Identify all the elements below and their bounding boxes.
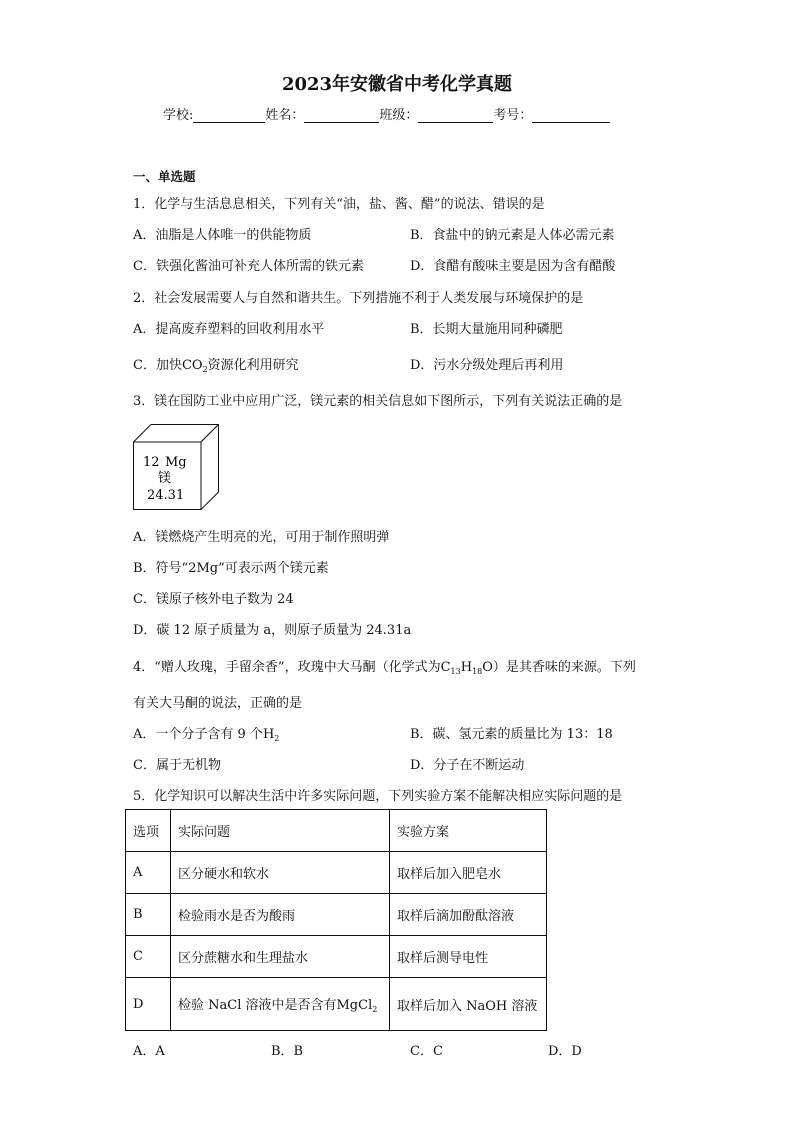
table-row: [126, 852, 547, 894]
table-cell: 区分硬水和软水: [171, 852, 390, 894]
co2-formula: CO: [181, 358, 203, 373]
q5-option-b: B．B: [271, 1044, 304, 1059]
section-heading: 一、单选题: [133, 169, 196, 184]
school-label: 学校:: [163, 108, 194, 123]
q2-option-d: D．污水分级处理后再利用: [410, 358, 564, 373]
q5-table: [125, 809, 547, 1031]
q3-option-b: B．符号“2Mg”可表示两个镁元素: [133, 561, 329, 576]
name-blank[interactable]: [304, 108, 379, 123]
table-cell: D: [126, 978, 171, 1031]
table-header-row: [126, 810, 547, 852]
q3-stem: 3．镁在国防工业中应用广泛，镁元素的相关信息如下图所示，下列有关说法正确的是: [133, 394, 623, 409]
q2-stem: 2．社会发展需要人与自然和谐共生。下列措施不利于人类发展与环境保护的是: [133, 291, 584, 306]
student-info-line: [163, 104, 610, 123]
q3-option-c: C．镁原子核外电子数为 24: [133, 592, 294, 607]
q1-stem: 1．化学与生活息息相关，下列有关“油，盐、酱、醋”的说法、错误的是: [133, 197, 545, 212]
table-row: [126, 894, 547, 936]
class-label: 班级：: [379, 108, 419, 123]
atomic-number: 12: [143, 455, 160, 470]
q3-option-a: A．镁燃烧产生明亮的光，可用于制作照明弹: [133, 530, 390, 545]
q4-option-c: C．属于无机物: [133, 758, 221, 773]
q1-option-a: A．油脂是人体唯一的供能物质: [133, 228, 312, 243]
school-blank[interactable]: [193, 108, 265, 123]
q1-option-d: D．食醋有酸味主要是因为含有醋酸: [410, 259, 616, 274]
table-row: [126, 978, 547, 1031]
class-blank[interactable]: [418, 108, 493, 123]
page-title: 2023年安徽省中考化学真题: [281, 74, 513, 95]
table-header: 实验方案: [390, 810, 547, 852]
table-cell: 区分蔗糖水和生理盐水: [171, 936, 390, 978]
q3-option-d: D．碳 12 原子质量为 a，则原子质量为 24.31a: [133, 623, 412, 638]
q4-option-b: B．碳、氢元素的质量比为 13：18: [410, 727, 613, 742]
table-cell: 取样后加入肥皂水: [390, 852, 547, 894]
table-header: 实际问题: [171, 810, 390, 852]
table-header: 选项: [126, 810, 171, 852]
q2-option-c: C．加快$CO_2$资源化利用研究: [133, 358, 299, 374]
exam-no-label: 考号：: [493, 108, 533, 123]
table-cell: B: [126, 894, 171, 936]
q1-option-c: C．铁强化酱油可补充人体所需的铁元素: [133, 259, 364, 274]
q4-stem: 4．“赠人玫瑰，手留余香”，玫瑰中大马酮（化学式为$C_{13}H_{18}O$）是其香味的来源。下列: [133, 660, 636, 676]
table-cell: 取样后测导电性: [390, 936, 547, 978]
q4-option-a: A．一个分子含有 9 个$H_2$: [133, 727, 280, 743]
q4-stem-line2: 有关大马酮的说法，正确的是: [133, 696, 303, 711]
q4-option-d: D．分子在不断运动: [410, 758, 525, 773]
table-cell: 取样后滴加酚酞溶液: [390, 894, 547, 936]
exam-no-blank[interactable]: [532, 108, 610, 123]
atomic-mass: 24.31: [147, 488, 185, 503]
element-symbol: Mg: [165, 455, 187, 470]
name-label: 姓名：: [265, 108, 305, 123]
magnesium-element-card: [133, 424, 219, 510]
q5-stem: 5．化学知识可以解决生活中许多实际问题，下列实验方案不能解决相应实际问题的是: [133, 789, 623, 804]
damascone-formula: $C_{13}H_{18}O$: [440, 660, 493, 676]
q5-option-a: A．A: [133, 1044, 165, 1059]
q2-option-b: B．长期大量施用同种磷肥: [410, 322, 563, 337]
q1-option-b: B．食盐中的钠元素是人体必需元素: [410, 228, 615, 243]
element-name: 镁: [158, 471, 172, 486]
table-cell: A: [126, 852, 171, 894]
table-cell: C: [126, 936, 171, 978]
table-row: [126, 936, 547, 978]
q5-option-d: D．D: [548, 1044, 582, 1059]
table-cell: 取样后加入 NaOH 溶液: [390, 978, 547, 1031]
q5-option-c: C．C: [410, 1044, 443, 1059]
q2-option-a: A．提高废弃塑料的回收利用水平: [133, 322, 325, 337]
table-cell: 检验雨水是否为酸雨: [171, 894, 390, 936]
table-cell: 检验 NaCl 溶液中是否含有MgCl$_2$: [171, 978, 390, 1031]
